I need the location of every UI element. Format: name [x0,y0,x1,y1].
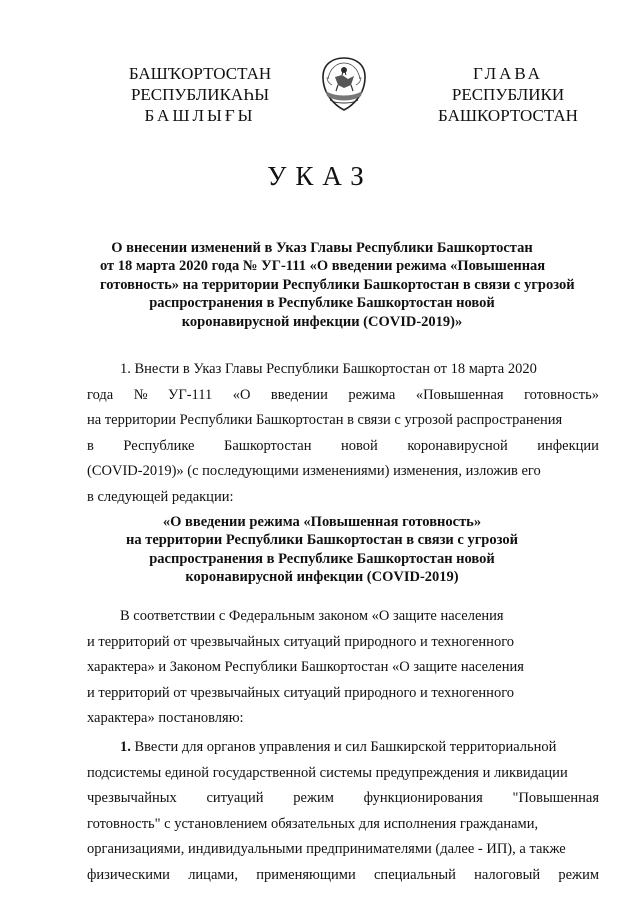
p3-line-6-word: лицами, [188,866,238,883]
p1-line-4-word: Республике [123,437,195,454]
p3-line-4: готовность" с установлением обязательных для исполнения гражданами, [87,815,539,832]
p3-number: 1. [120,739,131,755]
p1-line-4-word: в [87,437,94,454]
header-right-line-2: РЕСПУБЛИКИ [451,85,565,104]
p3-line-1 [87,735,599,761]
p3-line-6-word: специальный [374,866,456,883]
header-right-line-3: БАШКОРТОСТАН [438,106,578,125]
p2-line-3: характера» и Законом Республики Башкортостан «О защите населения [87,659,524,675]
new-decree-title [100,513,544,587]
p3-line-3-word: функционирования [363,790,483,806]
new-title-line-4: коронавирусной инфекции (COVID-2019) [185,569,459,586]
p3-line-6-word: режим [558,866,599,883]
p2-line-2: и территорий от чрезвычайных ситуаций природного и техногенного [87,633,515,650]
p1-line-1: 1. Внести в Указ Главы Республики Башкортостан от 18 марта 2020 [120,361,537,377]
p3-line-3-word: режим [293,790,334,806]
decree-subject [100,239,575,331]
p2-line-1: В соответствии с Федеральным законом «О защите населения [120,608,504,624]
p1-line-2-word: режима [348,386,396,403]
paragraph-3 [87,735,599,888]
p3-line-6-word: применяющими [256,866,356,883]
header-left-line-3: БАШЛЫҒЫ [144,106,256,125]
p3-line-6 [87,863,599,889]
document-title: УКАЗ [267,161,373,191]
p1-line-2-word: УГ-111 [168,386,213,403]
new-title-line-3: распространения в Республике Башкортостан новой [149,550,495,567]
p3-line-5: организациями, индивидуальными предпринимателями (далее - ИП), а также [87,841,566,857]
p3-line-3-word: ситуаций [206,790,264,806]
subject-line-3: готовность» на территории Республики Башкортостан в связи с угрозой [100,276,575,293]
p1-line-2-word: готовность» [524,386,599,403]
p1-line-4 [87,434,599,460]
p3-line-3 [87,786,599,812]
p1-line-2-word: № [133,386,148,403]
p3-line-2: подсистемы единой государственной системы предупреждения и ликвидации [87,764,568,781]
p1-line-2-word: введении [270,386,328,403]
subject-line-4: распространения в Республике Башкортостан новой [149,295,495,312]
p3-line-1-text: Ввести для органов управления и сил Башкирской территориальной [130,739,557,755]
p1-line-2 [87,383,599,409]
header-right [413,63,603,126]
subject-line-1: О внесении изменений в Указ Главы Республики Башкортостан [111,240,533,256]
p1-line-4-word: Башкортостан [224,437,312,454]
p3-line-3-word: "Повышенная [512,790,599,806]
subject-line-5: коронавирусной инфекции (COVID-2019)» [181,313,463,330]
subject-line-2: от 18 марта 2020 года № УГ-111 «О введении режима «Повышенная [100,258,546,275]
p3-line-6-word: налоговый [474,866,541,883]
paragraph-2 [87,604,599,732]
p3-line-6-word: физическими [87,866,170,883]
header-left [105,63,295,126]
p2-line-4: и территорий от чрезвычайных ситуаций природного и техногенного [87,684,515,701]
header-left-line-2: РЕСПУБЛИКАҺЫ [130,85,270,104]
new-title-line-1: «О введении режима «Повышенная готовность» [162,514,482,530]
p3-line-3-word: чрезвычайных [87,790,177,806]
p1-line-4-word: новой [341,437,378,454]
p1-line-6: в следующей редакции: [87,488,234,505]
p1-line-4-word: коронавирусной [407,437,508,454]
header-left-line-1: БАШҠОРТОСТАН [128,64,272,83]
p2-line-5: характера» постановляю: [87,710,244,726]
header-right-line-1: ГЛАВА [473,64,543,83]
p1-line-2-word: «Повышенная [415,386,504,403]
p1-line-4-word: инфекции [537,437,599,454]
paragraph-1 [87,357,599,510]
p1-line-3: на территории Республики Башкортостан в связи с угрозой распространения [87,412,563,428]
new-title-line-2: на территории Республики Башкортостан в связи с угрозой [126,532,518,549]
p1-line-2-word: «О [232,386,251,403]
p1-line-5: (COVID-2019)» (с последующими изменениями) изменения, изложив его [87,463,541,479]
emblem-icon [318,55,370,113]
p1-line-2-word: года [87,386,114,403]
